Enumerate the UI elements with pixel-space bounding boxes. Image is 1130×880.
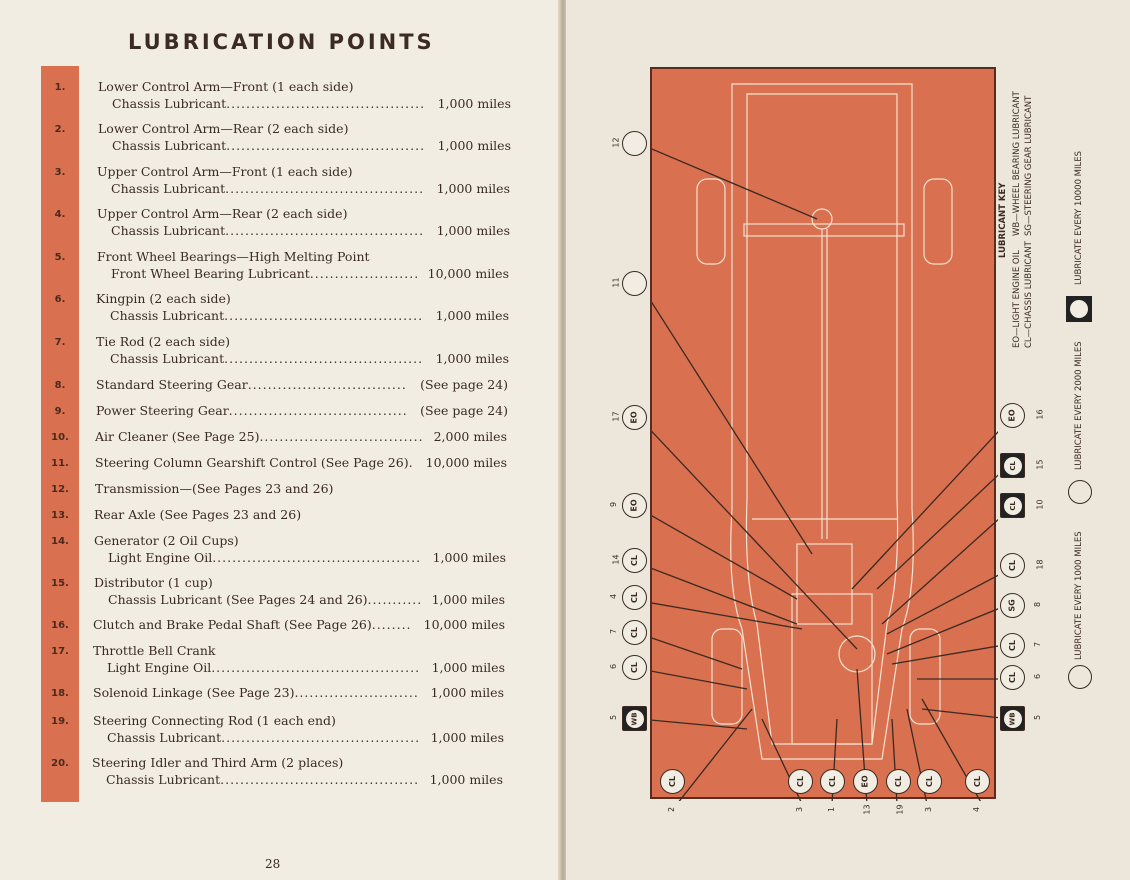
callout-number: 3: [924, 806, 934, 813]
dot-leader: ....................................: [228, 403, 408, 418]
callout-cl: [1000, 493, 1025, 518]
dot-leader: ......................: [309, 266, 420, 281]
item-interval: 1,000 miles: [435, 351, 509, 366]
page-number: 28: [265, 857, 281, 871]
key-cl: CL—CHASSIS LUBRICANT: [1024, 241, 1034, 348]
callout-number: 5: [1033, 714, 1043, 721]
dot-leader: ...........: [367, 592, 423, 607]
item-number: 1.: [54, 82, 66, 93]
item-description: Lower Control Arm—Front (1 each side): [98, 79, 354, 94]
dot-leader: ................................: [247, 377, 407, 392]
callout-code: CL: [925, 776, 934, 787]
callout-code: CL: [630, 592, 639, 603]
item-lubricant: Chassis Lubricant........................................: [106, 772, 420, 787]
item-interval: 10,000 miles: [427, 266, 509, 281]
item-description: Tie Rod (2 each side): [96, 334, 230, 349]
callout-eo: [853, 769, 878, 794]
callout-cl: [965, 769, 990, 794]
item-description: Upper Control Arm—Front (1 each side): [97, 164, 353, 179]
key-sg: SG—STEERING GEAR LUBRICANT: [1024, 95, 1034, 236]
callout-number: 7: [609, 628, 619, 635]
callout-blank: [622, 271, 647, 296]
callout-code: CL: [973, 776, 982, 787]
item-interval: 10,000 miles: [423, 617, 505, 632]
legend-2000: LUBRICATE EVERY 2000 MILES: [1074, 341, 1084, 470]
item-interval: 1,000 miles: [430, 730, 504, 745]
callout-number: 9: [609, 501, 619, 508]
lubricant-key-title: LUBRICANT KEY: [998, 182, 1008, 258]
item-interval: 10,000 miles: [425, 455, 507, 470]
callout-code: EO: [629, 411, 639, 424]
callout-number: 17: [611, 411, 621, 422]
item-lubricant: Front Wheel Bearing Lubricant......................: [111, 266, 420, 281]
callout-number: 5: [609, 714, 619, 721]
callout-number: 7: [1033, 641, 1043, 648]
callout-cl: [788, 769, 813, 794]
item-interval: 1,000 miles: [436, 223, 510, 238]
item-description: Air Cleaner (See Page 25).................................: [95, 429, 424, 444]
callout-wb: [1000, 706, 1025, 731]
callout-number: 16: [1035, 409, 1045, 420]
item-number: 12.: [51, 484, 69, 495]
callout-code: CL: [894, 776, 903, 787]
dot-leader: ........................................: [226, 96, 426, 111]
item-description: Kingpin (2 each side): [96, 291, 231, 306]
callout-cl: [820, 769, 845, 794]
item-lubricant: Chassis Lubricant........................................: [111, 181, 425, 196]
item-description: Steering Idler and Third Arm (2 places): [92, 755, 344, 770]
item-interval: 2,000 miles: [433, 429, 507, 444]
callout-number: 2: [667, 806, 677, 813]
item-lubricant: Chassis Lubricant (See Pages 24 and 26)...........: [108, 592, 423, 607]
item-interval: 1,000 miles: [431, 592, 505, 607]
chassis-diagram: [650, 67, 996, 799]
callout-number: 8: [1033, 601, 1043, 608]
callout-number: 15: [1035, 459, 1045, 470]
item-interval: 1,000 miles: [437, 96, 511, 111]
callout-cl: [886, 769, 911, 794]
item-number: 13.: [51, 510, 69, 521]
item-number: 20.: [51, 758, 69, 769]
item-lubricant: Chassis Lubricant........................................: [112, 138, 426, 153]
item-lubricant: Chassis Lubricant........................................: [110, 308, 424, 323]
dot-leader: ........................................: [224, 351, 424, 366]
item-number: 11.: [51, 458, 69, 469]
callout-eo: [622, 405, 647, 430]
item-description: Power Steering Gear....................................: [96, 403, 408, 418]
callout-cl: [1000, 453, 1025, 478]
item-interval: (See page 24): [420, 403, 508, 418]
callout-number: 6: [609, 663, 619, 670]
item-number: 4.: [54, 209, 66, 220]
dot-leader: ........................................: [225, 223, 425, 238]
callout-code: CL: [828, 776, 837, 787]
callout-eo: [1000, 403, 1025, 428]
callout-code: EO: [629, 499, 639, 512]
callout-cl: [660, 769, 685, 794]
legend-2000-icon: [1068, 480, 1092, 504]
item-interval: 1,000 miles: [430, 685, 504, 700]
item-description: Front Wheel Bearings—High Melting Point: [97, 249, 370, 264]
callout-number: 13: [862, 804, 872, 815]
legend-10000: LUBRICATE EVERY 10000 MILES: [1074, 150, 1084, 285]
dot-leader: ........................................: [224, 308, 424, 323]
item-lubricant: Chassis Lubricant........................................: [111, 223, 425, 238]
callout-code: EO: [1007, 409, 1017, 422]
callout-code: CL: [668, 776, 677, 787]
dot-leader: ........................................: [225, 181, 425, 196]
callout-number: 4: [972, 806, 982, 813]
dot-leader: ........: [371, 617, 412, 632]
callout-code: WB: [1008, 711, 1017, 726]
item-lubricant: Chassis Lubricant........................................: [107, 730, 421, 745]
callout-number: 11: [611, 277, 621, 288]
legend-1000: LUBRICATE EVERY 1000 MILES: [1074, 531, 1084, 660]
dot-leader: .: [408, 455, 414, 470]
callout-code: WB: [630, 711, 639, 726]
callout-cl: [622, 585, 647, 610]
callout-code: CL: [1008, 500, 1017, 511]
callout-code: EO: [860, 775, 870, 788]
dot-leader: ..........................................: [212, 550, 422, 565]
item-number: 10.: [51, 432, 69, 443]
item-description: Distributor (1 cup): [94, 575, 213, 590]
callout-code: CL: [1008, 460, 1017, 471]
callout-code: CL: [630, 555, 639, 566]
item-number: 19.: [51, 716, 69, 727]
item-number: 5.: [54, 252, 66, 263]
callout-cl: [622, 655, 647, 680]
dot-leader: ........................................: [220, 772, 420, 787]
legend-1000-icon: [1068, 665, 1092, 689]
item-description: Transmission—(See Pages 23 and 26): [95, 481, 334, 496]
item-interval: 1,000 miles: [437, 138, 511, 153]
item-number: 18.: [51, 688, 69, 699]
dot-leader: ..........................................: [211, 660, 421, 675]
callout-cl: [622, 620, 647, 645]
dot-leader: ........................................: [221, 730, 421, 745]
item-number: 8.: [54, 380, 66, 391]
item-number: 14.: [51, 536, 69, 547]
callout-code: CL: [796, 776, 805, 787]
callout-number: 3: [795, 806, 805, 813]
callout-sg: [1000, 593, 1025, 618]
callout-code: CL: [630, 662, 639, 673]
dot-leader: .........................: [294, 685, 419, 700]
item-description: Clutch and Brake Pedal Shaft (See Page 26)........: [93, 617, 412, 632]
callout-cl: [1000, 553, 1025, 578]
callout-code: CL: [1008, 672, 1017, 683]
left-page: [0, 0, 562, 880]
key-wb: WB—WHEEL BEARING LUBRICANT: [1012, 91, 1022, 236]
item-interval: 1,000 miles: [435, 308, 509, 323]
item-description: Lower Control Arm—Rear (2 each side): [98, 121, 349, 136]
callout-blank: [622, 131, 647, 156]
callout-number: 18: [1035, 559, 1045, 570]
callout-cl: [1000, 633, 1025, 658]
callout-eo: [622, 493, 647, 518]
item-description: Rear Axle (See Pages 23 and 26): [94, 507, 302, 522]
page-title: LUBRICATION POINTS: [128, 30, 435, 54]
item-lubricant: Chassis Lubricant........................................: [112, 96, 426, 111]
item-lubricant: Light Engine Oil..........................................: [108, 550, 422, 565]
item-number: 3.: [54, 167, 66, 178]
callout-wb: [622, 706, 647, 731]
item-number: 17.: [51, 646, 69, 657]
item-interval: 1,000 miles: [429, 772, 503, 787]
item-interval: (See page 24): [420, 377, 508, 392]
item-description: Steering Column Gearshift Control (See Page 26).: [95, 455, 414, 470]
item-interval: 1,000 miles: [431, 660, 505, 675]
callout-code: CL: [630, 627, 639, 638]
item-number: 16.: [51, 620, 69, 631]
item-number: 15.: [51, 578, 69, 589]
item-description: Solenoid Linkage (See Page 23).........................: [93, 685, 419, 700]
item-description: Steering Connecting Rod (1 each end): [93, 713, 336, 728]
callout-number: 1: [827, 806, 837, 813]
callout-number: 10: [1035, 499, 1045, 510]
callout-number: 14: [611, 554, 621, 565]
dot-leader: .................................: [259, 429, 424, 444]
callout-cl: [622, 548, 647, 573]
chassis-outline: [652, 69, 998, 801]
item-interval: 1,000 miles: [436, 181, 510, 196]
callout-number: 4: [609, 593, 619, 600]
item-description: Throttle Bell Crank: [93, 643, 216, 658]
item-description: Generator (2 Oil Cups): [94, 533, 239, 548]
item-number: 6.: [54, 294, 66, 305]
key-eo: EO—LIGHT ENGINE OIL: [1012, 250, 1022, 348]
callout-cl: [1000, 665, 1025, 690]
item-lubricant: Chassis Lubricant........................................: [110, 351, 424, 366]
legend-10000-icon: [1066, 296, 1092, 322]
callout-code: SG: [1007, 599, 1017, 612]
callout-number: 12: [611, 137, 621, 148]
item-lubricant: Light Engine Oil..........................................: [107, 660, 421, 675]
callout-number: 6: [1033, 673, 1043, 680]
callout-code: CL: [1008, 640, 1017, 651]
item-description: Standard Steering Gear................................: [96, 377, 407, 392]
item-number: 7.: [54, 337, 66, 348]
callout-cl: [917, 769, 942, 794]
callout-code: CL: [1008, 560, 1017, 571]
dot-leader: ........................................: [226, 138, 426, 153]
callout-number: 19: [895, 804, 905, 815]
item-number: 2.: [54, 124, 66, 135]
item-interval: 1,000 miles: [432, 550, 506, 565]
item-description: Upper Control Arm—Rear (2 each side): [97, 206, 348, 221]
item-number: 9.: [54, 406, 66, 417]
